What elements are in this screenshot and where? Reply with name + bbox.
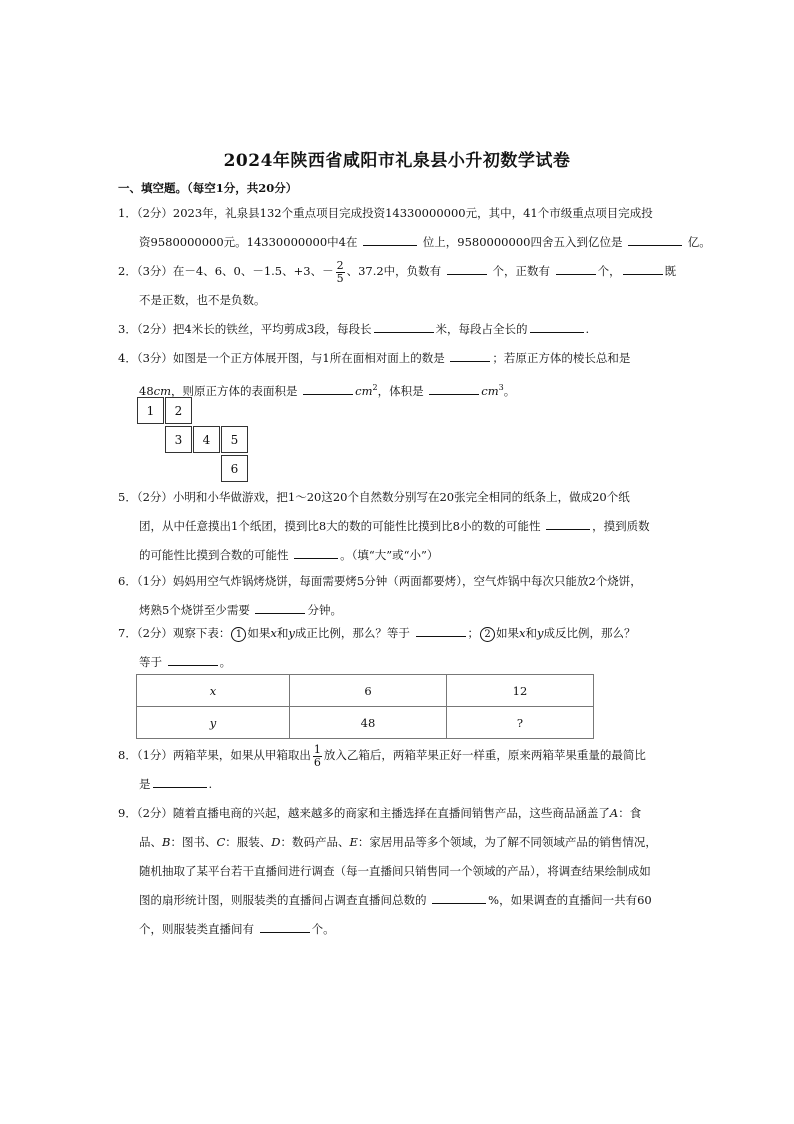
answer-blank[interactable]	[429, 382, 479, 395]
exam-title: 2024年陕西省咸阳市礼泉县小升初数学试卷	[223, 151, 571, 171]
answer-blank[interactable]	[623, 262, 663, 275]
answer-blank[interactable]	[546, 517, 590, 530]
cube-face: 5	[221, 426, 248, 453]
answer-blank[interactable]	[260, 920, 310, 933]
question-3: 3．（2分）把4米长的铁丝，平均剪成3段，每段长 米，每段占全长的 .	[118, 322, 590, 336]
answer-blank[interactable]	[447, 262, 487, 275]
answer-blank[interactable]	[432, 891, 486, 904]
question-8: 8．（1分）两箱苹果，如果从甲箱取出 $\frac{1}{6}$ 放入乙箱后，两箱苹果正好一样重，原来两箱苹果重量的最简比 是 .	[118, 742, 646, 791]
question-1	[118, 199, 711, 257]
answer-blank[interactable]	[628, 233, 682, 246]
question-6: 6．（1分）妈妈用空气炸锅烤烧饼，每面需要烤5分钟（两面都要烤），空气炸锅中每次只能放2个烧饼， 烤熟5个烧饼至少需要 分钟。	[118, 574, 642, 617]
table-row: y 48 ?	[137, 707, 594, 739]
answer-blank[interactable]	[450, 349, 490, 362]
proportion-table	[136, 674, 594, 739]
answer-blank[interactable]	[363, 233, 417, 246]
cube-net-figure	[137, 397, 251, 485]
answer-blank[interactable]	[153, 775, 207, 788]
question-9: 9．（2分）随着直播电商的兴起，越来越多的商家和主播选择在直播间销售产品，这些商品涵盖了A：食 品、B：图书、C：服装、D：数码产品、E：家居用品等多个领域，为了解不同领域产品的销售情况， 随机抽取了某平台若干直播间进行调查（每一直播间只销售同一个领域的产品），将调查结果绘制成如 图的扇形统计图，则服装类的直播间占调查直播间总数的 %，如果调查的直播间一共有60 个，则服装类直播间有 个。	[118, 806, 657, 936]
q2-line-2: 不是正数，也不是负数。	[139, 293, 266, 307]
question-2	[118, 257, 678, 315]
cube-face: 1	[137, 397, 164, 424]
q1-line-1: 1．（2分）2023年，礼泉县132个重点项目完成投资14330000000元，其中，41个市级重点项目完成投	[118, 206, 653, 220]
cube-face: 6	[221, 455, 248, 482]
question-7: 7．（2分）观察下表： 1 如果x和y成正比例，那么？等于 ； 2 如果x和y成反比例，那么？ 等于 。	[118, 626, 636, 669]
circled-number: 1	[231, 627, 246, 642]
answer-blank[interactable]	[530, 320, 584, 333]
fraction: $\frac{1}{6}$	[313, 742, 321, 769]
fraction: $\frac{2}{5}$	[336, 258, 344, 285]
section-heading-fill-in: 一、填空题。（每空1分，共20分）	[118, 181, 298, 195]
question-4: 4．（3分）如图是一个正方体展开图，与1所在面相对面上的数是 ；若原正方体的棱长总和是 48cm，则原正方体的表面积是 $cm^2$，体积是 $cm^3$。	[118, 351, 631, 398]
question-5: 5．（2分）小明和小华做游戏，把1～20这20个自然数分别写在20张完全相同的纸条上，做成20个纸 团，从中任意摸出1个纸团，摸到比8大的数的可能性比摸到比8小的数的可能性 ，摸到质数 的可能性比摸到合数的可能性 。（填“大”或“小”）	[118, 490, 650, 562]
answer-blank[interactable]	[168, 653, 218, 666]
cube-face: 4	[193, 426, 220, 453]
answer-blank[interactable]	[255, 601, 305, 614]
cube-face: 3	[165, 426, 192, 453]
answer-blank[interactable]	[374, 320, 434, 333]
answer-blank[interactable]	[556, 262, 596, 275]
table-row: x 6 12	[137, 675, 594, 707]
cube-face: 2	[165, 397, 192, 424]
answer-blank[interactable]	[416, 624, 466, 637]
answer-blank[interactable]	[303, 382, 353, 395]
answer-blank[interactable]	[294, 546, 338, 559]
q1-line-2: 资9580000000元。14330000000中4在 位上，9580000000四舍五入到亿位是 亿。	[139, 235, 711, 249]
circled-number: 2	[480, 627, 495, 642]
q2-line-1: 2．（3分）在－4、6、0、－1.5、+3、－ $\frac{2}{5}$ 、37.2中，负数有 个，正数有 个， 既	[118, 258, 677, 285]
